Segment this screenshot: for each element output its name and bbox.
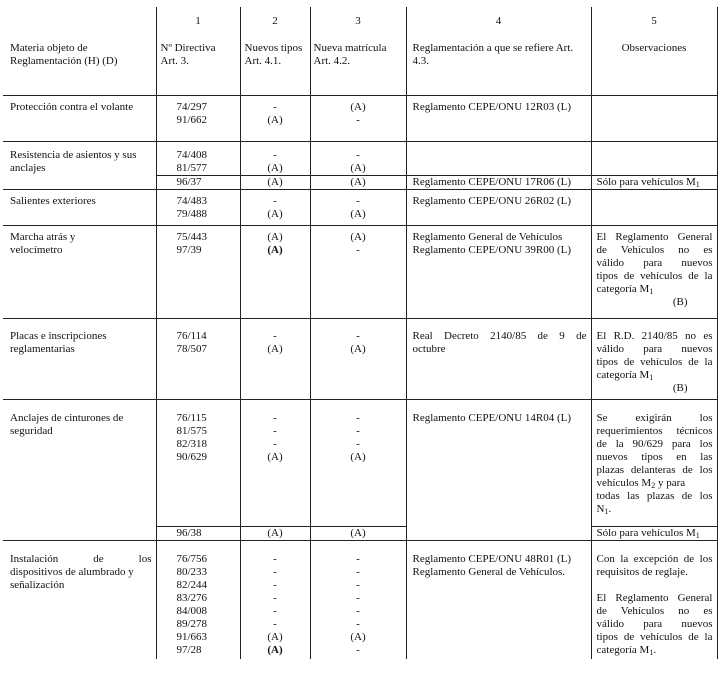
table-row [3, 142, 717, 176]
directiva-text: 96/37 [176, 176, 202, 188]
value-text: - [273, 425, 277, 437]
directiva-cell [156, 400, 240, 527]
matricula-cell [310, 190, 406, 226]
directiva-text: 91/663 [176, 631, 208, 643]
subscript: 1 [695, 180, 700, 189]
value-text: (A) [267, 162, 283, 174]
directiva-cell [156, 142, 240, 176]
value-text: (A) [350, 527, 366, 539]
reglamentacion-text: Real Decreto 2140/85 de 9 de [412, 330, 587, 342]
observaciones-text: todas las plazas de los [596, 490, 713, 502]
header-directiva [156, 7, 240, 96]
observaciones-text: categoría M [596, 369, 650, 381]
materia-text: Anclajes de cinturones de [10, 412, 124, 424]
table-row [3, 190, 717, 226]
observaciones-cell [591, 319, 717, 400]
nuevos-cell [240, 142, 310, 176]
observaciones-cell [591, 226, 717, 319]
regulation-table [3, 7, 718, 659]
header-text: Nuevos tipos [244, 42, 303, 54]
directiva-text: 75/443 [176, 231, 208, 243]
directiva-text: 82/244 [176, 579, 208, 591]
materia-text: dispositivos de alumbrado y [10, 566, 134, 578]
matricula-cell [310, 226, 406, 319]
observaciones-text: tipos de vehículos de la [596, 270, 713, 282]
value-text: - [273, 412, 277, 424]
directiva-text: 97/39 [176, 244, 202, 256]
value-text: (A) [350, 451, 366, 463]
directiva-cell [156, 319, 240, 400]
materia-cell [3, 400, 156, 541]
observaciones-text: y para [655, 477, 686, 489]
directiva-cell [156, 527, 240, 541]
header-materia [3, 7, 156, 96]
observaciones-text: El R.D. 2140/85 no es [596, 330, 713, 342]
directiva-text: 96/38 [176, 527, 202, 539]
reglamentacion-cell [406, 400, 591, 541]
value-text: (A) [267, 343, 283, 355]
value-text: - [356, 114, 360, 126]
value-text: - [356, 438, 360, 450]
directiva-text: 79/488 [176, 208, 208, 220]
subscript: 2 [651, 481, 656, 490]
value-text: - [356, 579, 360, 591]
value-text: (A) [267, 631, 283, 643]
observaciones-cell [591, 176, 717, 190]
materia-text: reglamentarias [10, 343, 75, 355]
materia-text: Instalación de los [10, 553, 152, 565]
note-mark: (B) [672, 382, 688, 394]
observaciones-text: Sólo para vehículos M [596, 527, 696, 539]
observaciones-text: El Reglamento General [596, 231, 713, 243]
header-observaciones [591, 7, 717, 96]
value-text: - [356, 592, 360, 604]
observaciones-text: categoría M [596, 644, 650, 656]
matricula-cell [310, 142, 406, 176]
observaciones-text: Se exigirán los [596, 412, 713, 424]
table-row [3, 400, 717, 527]
matricula-cell [310, 319, 406, 400]
materia-cell [3, 142, 156, 190]
reglamentacion-text: Reglamento CEPE/ONU 17R06 (L) [412, 176, 572, 188]
materia-cell [3, 541, 156, 659]
materia-cell [3, 319, 156, 400]
directiva-cell [156, 541, 240, 659]
observaciones-cell [591, 527, 717, 541]
header-text: Art. 3. [160, 55, 189, 67]
observaciones-text: plazas delanteras de los [596, 464, 713, 476]
observaciones-text: válido para nuevos [596, 343, 713, 355]
reglamentacion-cell [406, 319, 591, 400]
header-text: Reglamentación (H) (D) [10, 55, 118, 67]
materia-text: Placas e inscripciones [10, 330, 107, 342]
materia-text: anclajes [10, 162, 46, 174]
materia-text: velocímetro [10, 244, 63, 256]
nuevos-cell [240, 400, 310, 527]
materia-text: Protección contra el volante [10, 101, 134, 113]
value-text: (A) [267, 527, 283, 539]
header-text: 4.3. [412, 55, 429, 67]
observaciones-text: vehículos M [596, 477, 652, 489]
header-nuevos [240, 7, 310, 96]
matricula-cell [310, 96, 406, 142]
subscript: 1 [604, 507, 609, 516]
value-text: (A) [350, 162, 366, 174]
reglamentacion-cell [406, 142, 591, 176]
observaciones-cell [591, 190, 717, 226]
value-text: (A) [267, 244, 283, 256]
directiva-text: 89/278 [176, 618, 208, 630]
value-text: - [356, 330, 360, 342]
header-text: Observaciones [621, 42, 687, 54]
nuevos-cell [240, 96, 310, 142]
value-text: - [356, 195, 360, 207]
nuevos-cell [240, 176, 310, 190]
value-text: - [356, 412, 360, 424]
observaciones-cell [591, 400, 717, 527]
nuevos-cell [240, 190, 310, 226]
directiva-text: 74/408 [176, 149, 208, 161]
table-row [3, 96, 717, 142]
value-text: - [273, 149, 277, 161]
observaciones-text: tipos de vehículos de la [596, 356, 713, 368]
directiva-text: 81/575 [176, 425, 208, 437]
observaciones-text: requerimientos técnicos [596, 425, 713, 437]
directiva-text: 74/297 [176, 101, 208, 113]
nuevos-cell [240, 541, 310, 659]
directiva-cell [156, 190, 240, 226]
header-text: Reglamentación a que se refiere Art. [412, 42, 574, 54]
reglamentacion-cell [406, 190, 591, 226]
matricula-cell [310, 400, 406, 527]
value-text: - [273, 579, 277, 591]
header-matricula [310, 7, 406, 96]
column-number: 2 [272, 15, 278, 27]
observaciones-text [597, 579, 713, 592]
directiva-text: 83/276 [176, 592, 208, 604]
directiva-text: 74/483 [176, 195, 208, 207]
reglamentacion-cell [406, 96, 591, 142]
observaciones-text: Con la excepción de los [596, 553, 713, 565]
value-text: - [356, 644, 360, 656]
value-text: - [273, 605, 277, 617]
observaciones-text: tipos de vehículos de la [596, 631, 713, 643]
materia-text: Marcha atrás y [10, 231, 76, 243]
value-text: - [273, 592, 277, 604]
value-text: (A) [350, 176, 366, 188]
reglamentacion-text: Reglamento General de Vehículos [412, 231, 563, 243]
observaciones-text: . [653, 644, 657, 656]
header-row [3, 7, 717, 96]
note-mark: (B) [672, 296, 688, 308]
observaciones-cell [591, 142, 717, 176]
directiva-text: 81/577 [176, 162, 208, 174]
value-text: - [273, 101, 277, 113]
reglamentacion-cell [406, 176, 591, 190]
observaciones-text: válido para nuevos [596, 257, 713, 269]
directiva-text: 84/008 [176, 605, 208, 617]
column-number: 5 [651, 15, 657, 27]
value-text: - [356, 244, 360, 256]
nuevos-cell [240, 527, 310, 541]
header-text: Nueva matrícula [313, 42, 387, 54]
observaciones-text: El Reglamento General [596, 592, 713, 604]
materia-cell [3, 96, 156, 142]
matricula-cell [310, 541, 406, 659]
value-text: (A) [350, 631, 366, 643]
subscript: 1 [649, 648, 654, 657]
reglamentacion-text: Reglamento General de Vehículos. [412, 566, 566, 578]
value-text: - [273, 618, 277, 630]
header-text: Art. 4.2. [313, 55, 351, 67]
observaciones-text: Sólo para vehículos M [596, 176, 696, 188]
directiva-text: 76/115 [176, 412, 207, 424]
subscript: 1 [695, 531, 700, 540]
subscript: 1 [649, 287, 654, 296]
value-text: (A) [267, 231, 283, 243]
value-text: (A) [267, 451, 283, 463]
value-text: (A) [267, 176, 283, 188]
directiva-cell [156, 96, 240, 142]
directiva-text: 82/318 [176, 438, 208, 450]
value-text: - [273, 330, 277, 342]
table-row [3, 541, 717, 659]
directiva-text: 80/233 [176, 566, 208, 578]
matricula-cell [310, 176, 406, 190]
observaciones-text: N [596, 503, 605, 515]
materia-text: seguridad [10, 425, 53, 437]
materia-cell [3, 190, 156, 226]
observaciones-text: . [608, 503, 612, 515]
column-number: 1 [195, 15, 201, 27]
value-text: - [356, 425, 360, 437]
value-text: - [356, 553, 360, 565]
value-text: (A) [350, 101, 366, 113]
value-text: (A) [267, 208, 283, 220]
value-text: - [273, 195, 277, 207]
directiva-text: 97/28 [176, 644, 202, 656]
directiva-cell [156, 226, 240, 319]
observaciones-text: de Vehículos no es [596, 605, 713, 617]
column-number: 4 [495, 15, 502, 27]
observaciones-text: nuevos tipos en las [596, 451, 713, 463]
reglamentacion-text: Reglamento CEPE/ONU 12R03 (L) [412, 101, 572, 113]
reglamentacion-cell [406, 226, 591, 319]
table-row [3, 319, 717, 400]
observaciones-cell [591, 541, 717, 659]
materia-text: Salientes exteriores [10, 195, 96, 207]
value-text: (A) [350, 231, 366, 243]
reglamentacion-text: Reglamento CEPE/ONU 14R04 (L) [412, 412, 572, 424]
value-text: - [356, 605, 360, 617]
value-text: (A) [267, 114, 283, 126]
header-text: Art. 4.1. [244, 55, 282, 67]
nuevos-cell [240, 226, 310, 319]
table-row [3, 226, 717, 319]
header-reglamentacion [406, 7, 591, 96]
value-text: - [273, 438, 277, 450]
value-text: - [273, 566, 277, 578]
value-text: (A) [350, 343, 366, 355]
reglamentacion-text: Reglamento CEPE/ONU 26R02 (L) [412, 195, 572, 207]
observaciones-cell [591, 96, 717, 142]
matricula-cell [310, 527, 406, 541]
observaciones-text: válido para nuevos [596, 618, 713, 630]
value-text: - [273, 553, 277, 565]
header-text: Nº Directiva [160, 42, 216, 54]
value-text: - [356, 566, 360, 578]
observaciones-text: requisitos de reglaje. [596, 566, 688, 578]
observaciones-text: categoría M [596, 283, 650, 295]
value-text: (A) [267, 644, 283, 656]
value-text: - [356, 149, 360, 161]
reglamentacion-text: octubre [412, 343, 446, 355]
directiva-text: 91/662 [176, 114, 208, 126]
directiva-text: 90/629 [176, 451, 208, 463]
materia-cell [3, 226, 156, 319]
value-text: - [356, 618, 360, 630]
value-text: (A) [350, 208, 366, 220]
reglamentacion-text: Reglamento CEPE/ONU 48R01 (L) [412, 553, 572, 565]
directiva-text: 78/507 [176, 343, 208, 355]
reglamentacion-cell [406, 541, 591, 659]
subscript: 1 [649, 373, 654, 382]
materia-text: señalización [10, 579, 65, 591]
column-number: 3 [355, 15, 361, 27]
nuevos-cell [240, 319, 310, 400]
directiva-cell [156, 176, 240, 190]
reglamentacion-text: Reglamento CEPE/ONU 39R00 (L) [412, 244, 572, 256]
directiva-text: 76/756 [176, 553, 208, 565]
materia-text: Resistencia de asientos y sus [10, 149, 137, 161]
header-text: Materia objeto de [10, 42, 88, 54]
observaciones-text: de Vehículos no es [596, 244, 713, 256]
observaciones-text: de la 90/629 para los [596, 438, 713, 450]
directiva-text: 76/114 [176, 330, 207, 342]
